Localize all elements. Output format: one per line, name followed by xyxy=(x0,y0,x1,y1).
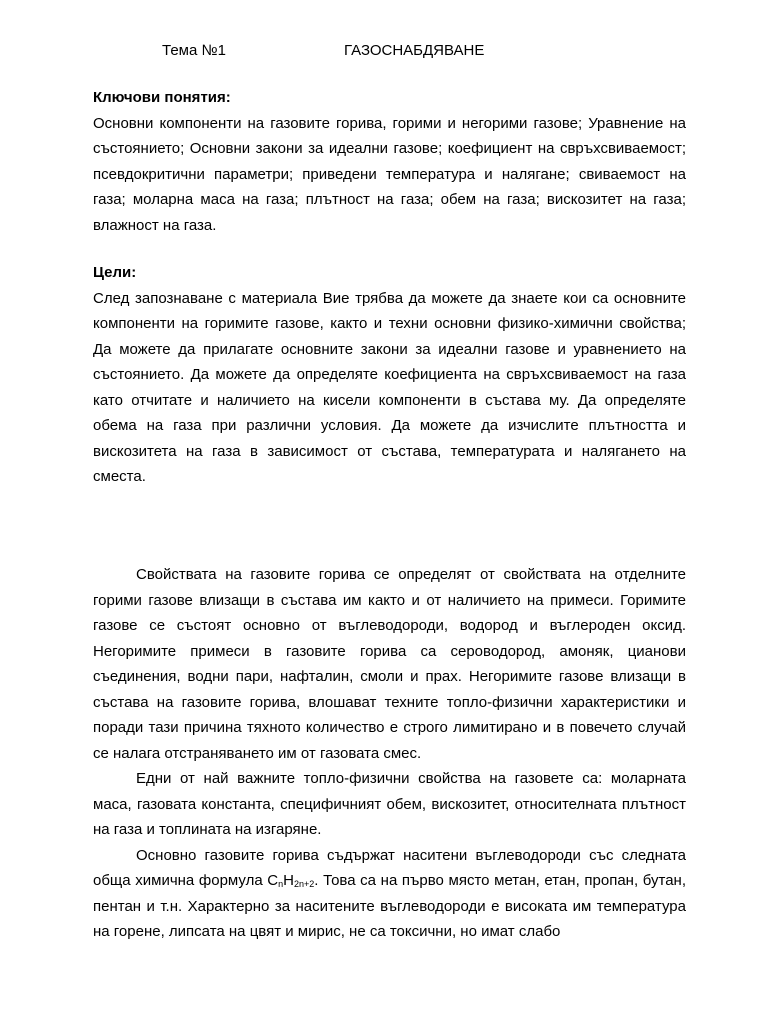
topic-number: Тема №1 xyxy=(162,42,226,59)
body-paragraph-1: Свойствата на газовите горива се определят от свойствата на отделните горими газове влизащи в състава им както и от наличието на примеси. Горимите газове се състоят основно от въглеводороди, водород и въглероден оксид. Негоримите примеси в газовите горива са сероводород, амоняк, цианови съединения, водни пари, нафталин, смоли и прах. Негоримите газове влизащи в състава на газовите горива, влошават техните топло-физични характеристики и поради тази причина тяхното количество е строго лимитирано и в повечето случай се налага отстраняването им от газовата смес. xyxy=(93,566,686,762)
formula-hydrogen-subscript: 2n+2 xyxy=(294,879,315,889)
body-paragraph-2: Едни от най важните топло-физични свойства на газовете са: моларната маса, газовата константа, специфичният обем, вискозитет, относителната плътност на газа и топлината на изгаряне. xyxy=(93,770,686,838)
formula-carbon: C xyxy=(267,872,279,889)
body-paragraph-3 xyxy=(93,843,686,945)
paragraph-3-lead: Основно газовите горива съдържат наситени въглеводороди със следната обща химична формула xyxy=(93,846,686,889)
key-concepts-section xyxy=(93,85,686,238)
goals-section xyxy=(93,260,686,490)
paragraph-3-rest: . Това са на първо място метан, етан, пропан, бутан, пентан и т.н. Характерно за наситените въглеводороди е високата им температура на горене, липсата на цвят и мирис, не са токсични, но имат слабо xyxy=(93,872,686,940)
goals-heading: Цели: xyxy=(93,264,137,281)
alkane-formula xyxy=(267,872,314,889)
goals-text: След запознаване с материала Вие трябва да можете да знаете кои са основните компоненти на горимите газове, както и техни основни физико-химични свойства; Да можете да прилагате основните закони за идеални газове и уравнението на състоянието. Да можете да определяте коефициента на свръхсвиваемост на газа като отчитате и наличието на кисели компоненти в състава му. Да определяте обема на газа при различни условия. Да можете да изчислите плътността и вискозитета на газа в зависимост от състава, температурата и налягането на сместа. xyxy=(93,289,686,485)
formula-carbon-subscript: n xyxy=(278,879,284,889)
key-concepts-text: Основни компоненти на газовите горива, горими и негорими газове; Уравнение на състоянието; Основни закони за идеални газове; коефициент на свръхсвиваемост; псевдокритични параметри; приведени температура и налягане; свиваемост на газа; моларна маса на газа; плътност на газа; обем на газа; вискозитет на газа; влажност на газа. xyxy=(93,114,686,234)
document-header xyxy=(0,42,768,64)
document-title: ГАЗОСНАБДЯВАНЕ xyxy=(344,42,485,59)
key-concepts-heading: Ключови понятия: xyxy=(93,89,231,106)
formula-hydrogen: H xyxy=(283,872,294,889)
body-text xyxy=(93,562,686,945)
